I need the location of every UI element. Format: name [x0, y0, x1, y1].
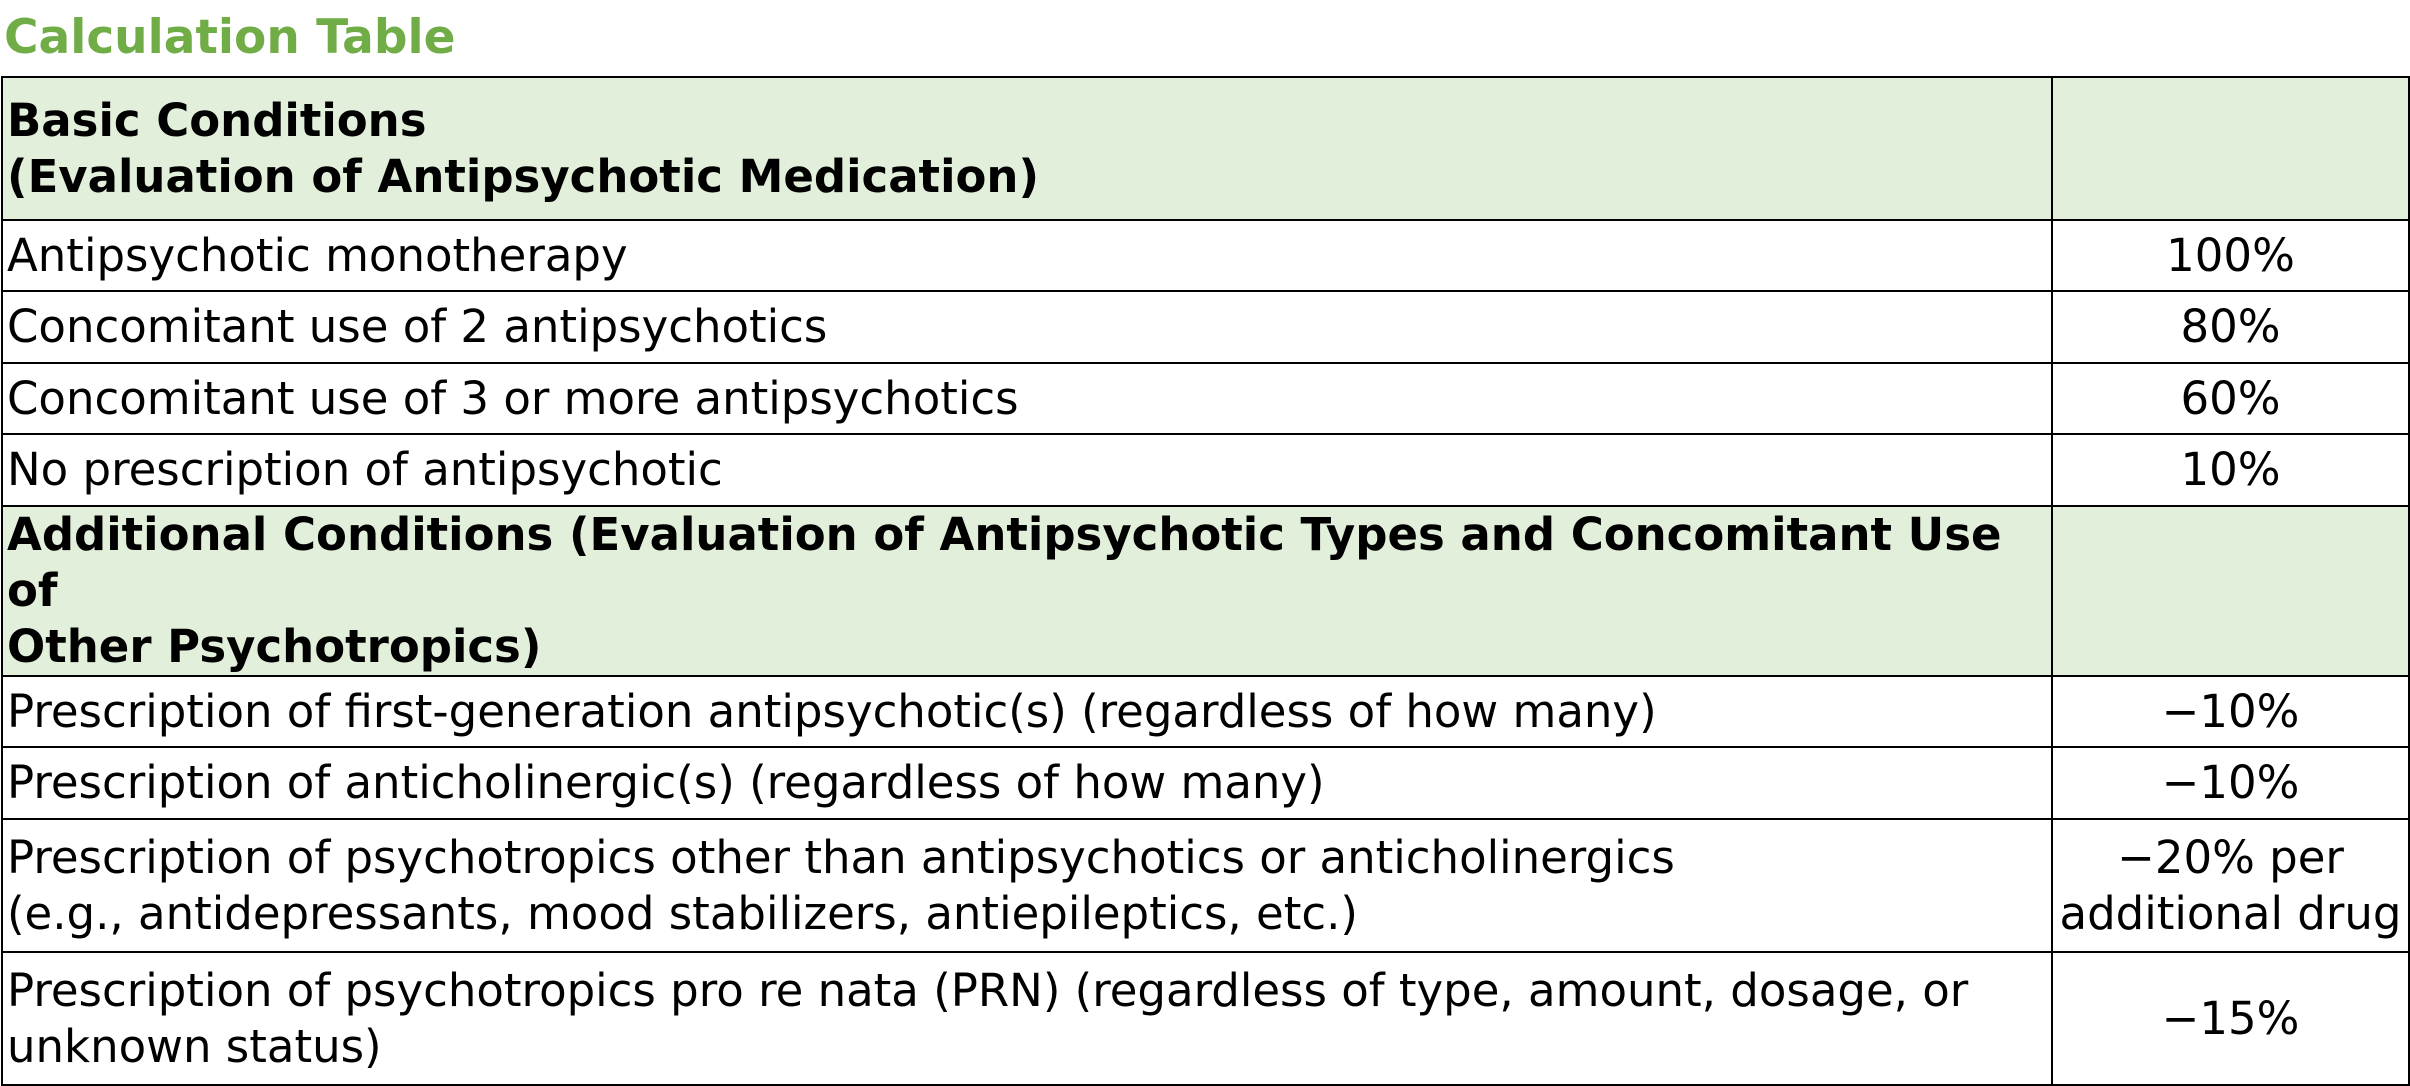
row-label: Prescription of anticholinergic(s) (regardless of how many)	[2, 747, 2052, 819]
row-value: 60%	[2052, 363, 2409, 434]
row-label: Basic Conditions (Evaluation of Antipsychotic Medication)	[7, 93, 1040, 203]
section-header-additional-conditions	[2, 506, 2052, 676]
table-row	[2, 291, 2409, 363]
row-value	[2052, 77, 2409, 220]
table-row	[2, 819, 2409, 952]
table-row	[2, 220, 2409, 291]
row-value: −20% per additional drug	[2052, 819, 2409, 952]
row-value: 80%	[2052, 291, 2409, 363]
table-row	[2, 363, 2409, 434]
row-label: Prescription of first-generation antipsychotic(s) (regardless of how many)	[2, 676, 2052, 747]
table-row	[2, 676, 2409, 747]
row-label: Prescription of psychotropics pro re nata (PRN) (regardless of type, amount, dosage, or unknown status)	[2, 952, 2052, 1085]
row-label: Antipsychotic monotherapy	[2, 220, 2052, 291]
row-value: 10%	[2052, 434, 2409, 506]
row-label: Concomitant use of 2 antipsychotics	[2, 291, 2052, 363]
table-row	[2, 434, 2409, 506]
row-label: No prescription of antipsychotic	[2, 434, 2052, 506]
row-label: Prescription of psychotropics other than antipsychotics or anticholinergics (e.g., antidepressants, mood stabilizers, antiepileptics, etc.)	[2, 819, 2052, 952]
row-value: −10%	[2052, 676, 2409, 747]
table-row	[2, 952, 2409, 1085]
calculation-table	[1, 76, 2410, 1086]
row-label: Concomitant use of 3 or more antipsychotics	[2, 363, 2052, 434]
table-row	[2, 77, 2409, 220]
row-value: −10%	[2052, 747, 2409, 819]
row-value: −15%	[2052, 952, 2409, 1085]
section-header-basic-conditions	[2, 77, 2052, 220]
row-value: 100%	[2052, 220, 2409, 291]
table-row	[2, 747, 2409, 819]
row-label: Additional Conditions (Evaluation of Antipsychotic Types and Concomitant Use of Other Psychotropics)	[7, 508, 2002, 673]
page-title: Calculation Table	[4, 10, 456, 65]
row-value	[2052, 506, 2409, 676]
table-row	[2, 506, 2409, 676]
